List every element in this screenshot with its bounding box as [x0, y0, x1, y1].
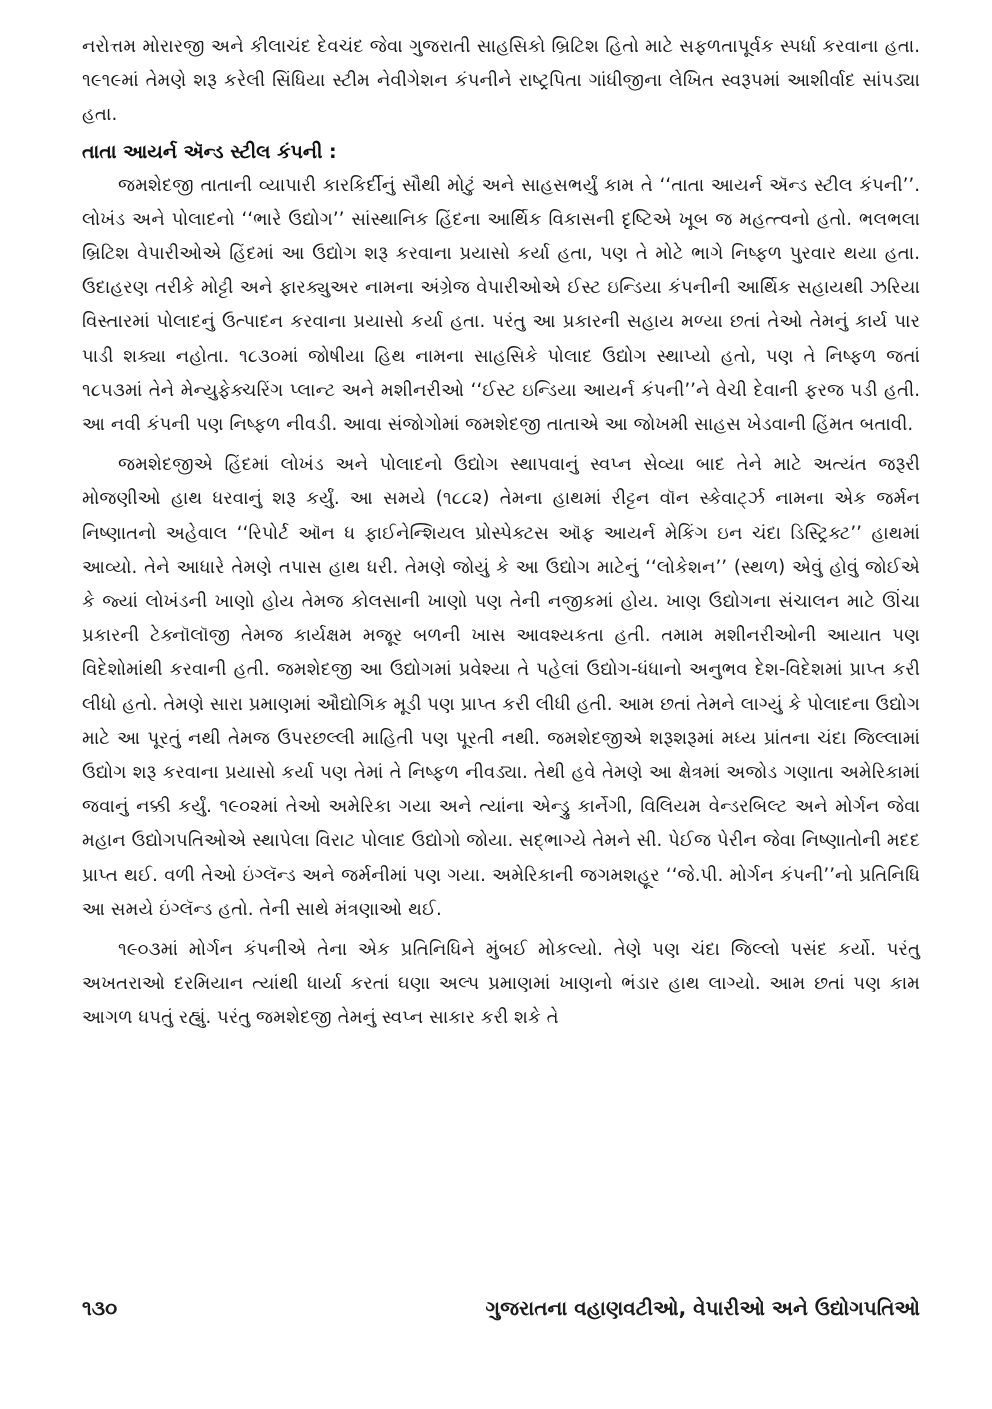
- page-body: [82, 30, 920, 1036]
- paragraph-1: જમશેદજી તાતાની વ્યાપારી કારકિર્દીનું સૌથી મોટું અને સાહસભર્યું કામ તે ‘‘તાતા આયર્ન ઍન્ડ સ્ટીલ કંપની’’. લોખંડ અને પોલાદનો ‘‘ભારે ઉદ્યોગ’’ સાંસ્થાનિક હિંદના આર્થિક વિકાસની દૃષ્ટિએ ખૂબ જ મહત્ત્વનો હતો. ભલભલા બ્રિટિશ વેપારીઓએ હિંદમાં આ ઉદ્યોગ શરૂ કરવાના પ્રયાસો કર્યા હતા, પણ તે મોટે ભાગે નિષ્ફળ પુરવાર થયા હતા. ઉદાહરણ તરીકે મોટ્ટી અને ફારક્યુઅર નામના અંગ્રેજ વેપારીઓએ ઈસ્ટ ઇન્ડિયા કંપનીની આર્થિક સહાયથી ઝરિયા વિસ્તારમાં પોલાદનું ઉત્પાદન કરવાના પ્રયાસો કર્યા હતા. પરંતુ આ પ્રકારની સહાય મળ્યા છતાં તેઓ તેમનું કાર્ય પાર પાડી શક્યા નહોતા. ૧૮૩૦માં જોષીયા હિથ નામના સાહસિકે પોલાદ ઉદ્યોગ સ્થાપ્યો હતો, પણ તે નિષ્ફળ જતાં ૧૮૫૩માં તેને મેન્યુફેક્ચરિંગ પ્લાન્ટ અને મશીનરીઓ ‘‘ઈસ્ટ ઇન્ડિયા આયર્ન કંપની’’ને વેચી દેવાની ફરજ પડી હતી. આ નવી કંપની પણ નિષ્ફળ નીવડી. આવા સંજોગોમાં જમશેદજી તાતાએ આ જોખમી સાહસ ખેડવાની હિંમત બતાવી.: [82, 174, 921, 436]
- paragraph-2: જમશેદજીએ હિંદમાં લોખંડ અને પોલાદનો ઉદ્યોગ સ્થાપવાનું સ્વપ્ન સેવ્યા બાદ તેને માટે અત્યંત જરૂરી મોજણીઓ હાથ ધરવાનું શરૂ કર્યું. આ સમયે (૧૮૮૨) તેમના હાથમાં રીટ્ટન વૉન સ્કેવાર્ટ્ઝ નામના એક જર્મન નિષ્ણાતનો અહેવાલ ‘‘રિપોર્ટ ઑન ધ ફાઈનેન્શિયલ પ્રોસ્પેક્ટસ ઑફ આયર્ન મેકિંગ ઇન ચંદા ડિસ્ટ્રિક્ટ’’ હાથમાં આવ્યો. તેને આધારે તેમણે તપાસ હાથ ધરી. તેમણે જોયું કે આ ઉદ્યોગ માટેનું ‘‘લોકેશન’’ (સ્થળ) એવું હોવું જોઈએ કે જ્યાં લોખંડની ખાણો હોય તેમજ કોલસાની ખાણો પણ તેની નજીકમાં હોય. ખાણ ઉદ્યોગના સંચાલન માટે ઊંચા પ્રકારની ટેક્નૉલૉજી તેમજ કાર્યક્ષમ મજૂર બળની ખાસ આવશ્યકતા હતી. તમામ મશીનરીઓની આયાત પણ વિદેશોમાંથી કરવાની હતી. જમશેદજી આ ઉદ્યોગમાં પ્રવેશ્યા તે પહેલાં ઉદ્યોગ-ધંધાનો અનુભવ દેશ-વિદેશમાં પ્રાપ્ત કરી લીધો હતો. તેમણે સારા પ્રમાણમાં ઔદ્યોગિક મૂડી પણ પ્રાપ્ત કરી લીધી હતી. આમ છતાં તેમને લાગ્યું કે પોલાદના ઉદ્યોગ માટે આ પૂરતું નથી તેમજ ઉપરછલ્લી માહિતી પણ પૂરતી નથી. જમશેદજીએ શરૂશરૂમાં મધ્ય પ્રાંતના ચંદા જિલ્લામાં ઉદ્યોગ શરૂ કરવાના પ્રયાસો કર્યા પણ તેમાં તે નિષ્ફળ નીવડ્યા. તેથી હવે તેમણે આ ક્ષેત્રમાં અજોડ ગણાતા અમેરિકામાં જવાનું નક્કી કર્યું. ૧૯૦૨માં તેઓ અમેરિકા ગયા અને ત્યાંના એન્ડ્રુ કાર્નેગી, વિલિયમ વેન્ડરબિલ્ટ અને મોર્ગન જેવા મહાન ઉદ્યોગપતિઓએ સ્થાપેલા વિરાટ પોલાદ ઉદ્યોગો જોયા. સદ્‌ભાગ્યે તેમને સી. પેઈજ પેરીન જેવા નિષ્ણાતોની મદદ પ્રાપ્ત થઈ. વળી તેઓ ઇંગ્લૅન્ડ અને જર્મનીમાં પણ ગયા. અમેરિકાની જગમશહૂર ‘‘જે.પી. મોર્ગન કંપની’’નો પ્રતિનિધિ આ સમયે ઇંગ્લૅન્ડ હતો. તેની સાથે મંત્રણાઓ થઈ.: [82, 454, 920, 920]
- page-footer: [82, 1294, 920, 1322]
- section-heading: તાતા આયર્ન ઍન્ડ સ્ટીલ કંપની :: [82, 140, 337, 163]
- running-title: ગુજરાતના વહાણવટીઓ, વેપારીઓ અને ઉદ્યોગપતિઓ: [485, 1296, 920, 1320]
- paragraph-3: ૧૯૦૩માં મોર્ગન કંપનીએ તેના એક પ્રતિનિધિને મુંબઈ મોકલ્યો. તેણે પણ ચંદા જિલ્લો પસંદ કર્યો. પરંતુ અખતરાઓ દરમિયાન ત્યાંથી ધાર્યા કરતાં ઘણા અલ્પ પ્રમાણમાં ખાણનો ભંડાર હાથ લાગ્યો. આમ છતાં પણ કામ આગળ ધપતું રહ્યું. પરંતુ જમશેદજી તેમનું સ્વપ્ન સાકાર કરી શકે તે: [82, 939, 920, 1029]
- page-number: ૧૩૦: [82, 1296, 118, 1320]
- paragraph-intro: નરોત્તમ મોરારજી અને કીલાચંદ દેવચંદ જેવા ગુજરાતી સાહસિકો બ્રિટિશ હિતો માટે સફળતાપૂર્વક સ્પર્ધા કરવાના હતા. ૧૯૧૯માં તેમણે શરૂ કરેલી સિંધિયા સ્ટીમ નેવીગેશન કંપનીને રાષ્ટ્રપિતા ગાંધીજીના લેખિત સ્વરૂપમાં આશીર્વાદ સાંપડ્યા હતા.: [82, 36, 920, 126]
